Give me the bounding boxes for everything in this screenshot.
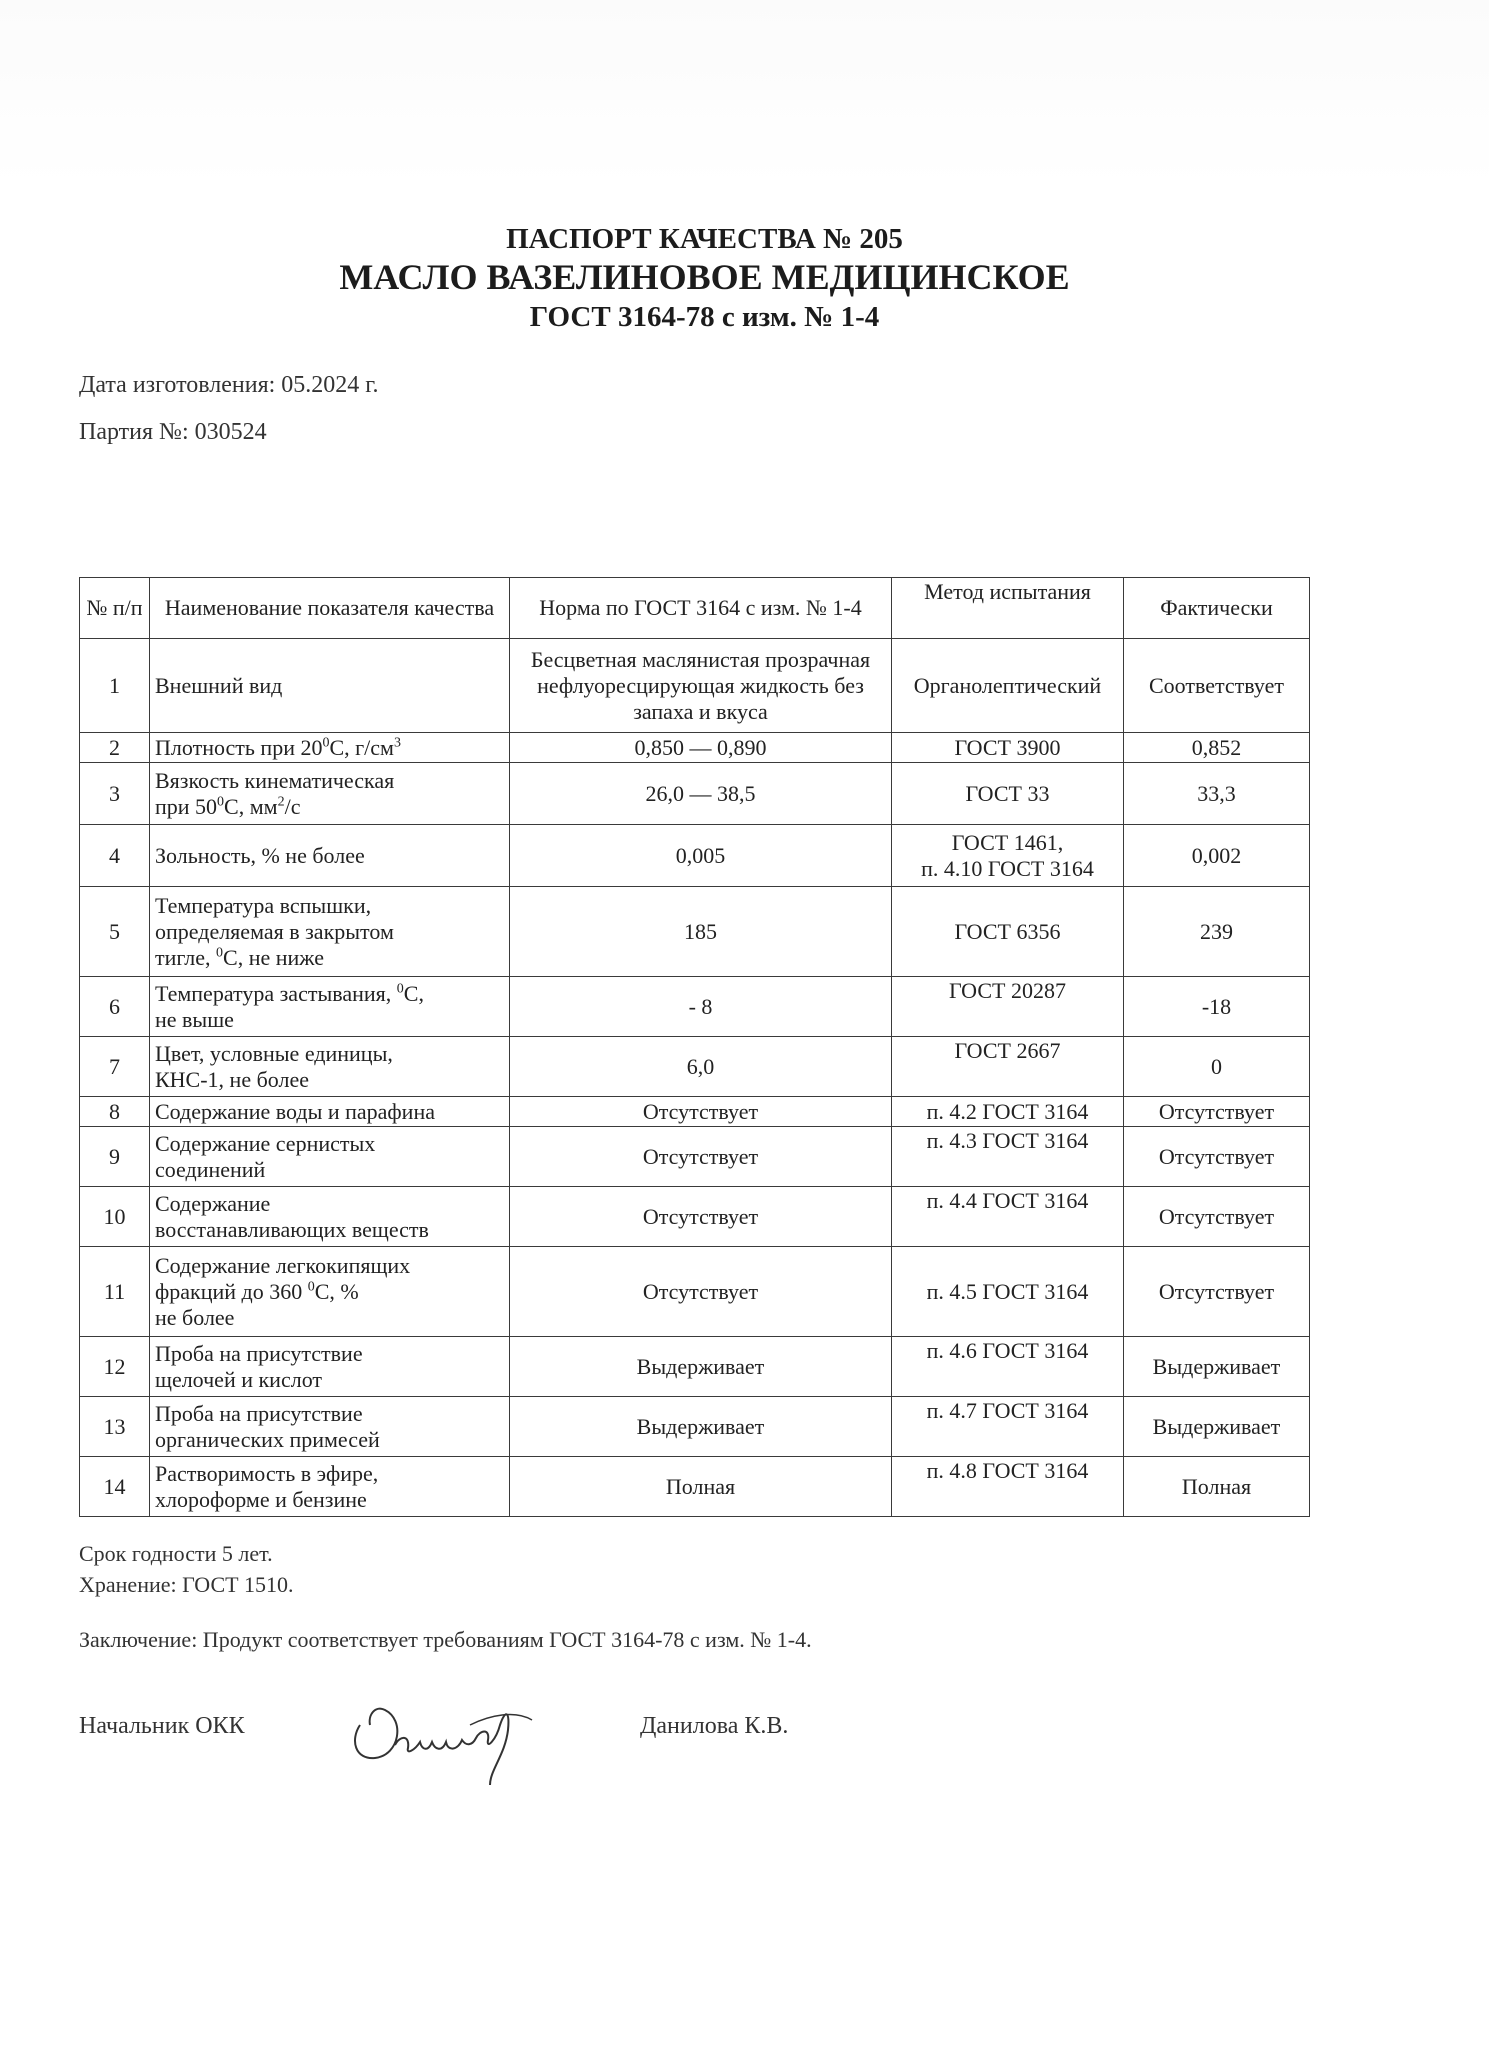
table-row (80, 733, 1310, 763)
test-method: Органолептический (892, 639, 1124, 733)
indicator-name: Зольность, % не более (150, 825, 510, 887)
table-row (80, 887, 1310, 977)
row-number: 2 (80, 733, 150, 763)
test-method: п. 4.2 ГОСТ 3164 (892, 1097, 1124, 1127)
row-number: 12 (80, 1337, 150, 1397)
test-method: ГОСТ 3900 (892, 733, 1124, 763)
indicator-name: Содержание воды и парафина (150, 1097, 510, 1127)
table-row (80, 977, 1310, 1037)
col-header-fact: Фактически (1124, 578, 1310, 639)
norm-value: Отсутствует (510, 1187, 892, 1247)
test-method: ГОСТ 2667 (892, 1037, 1124, 1097)
test-method: п. 4.4 ГОСТ 3164 (892, 1187, 1124, 1247)
norm-value: Отсутствует (510, 1097, 892, 1127)
actual-value: Выдерживает (1124, 1337, 1310, 1397)
table-row (80, 1097, 1310, 1127)
col-header-name: Наименование показателя качества (150, 578, 510, 639)
norm-value: Бесцветная маслянистая прозрачная нефлуоресцирующая жидкость без запаха и вкуса (510, 639, 892, 733)
quality-table (79, 577, 1310, 1517)
test-method: п. 4.3 ГОСТ 3164 (892, 1127, 1124, 1187)
actual-value: 0 (1124, 1037, 1310, 1097)
indicator-name: Растворимость в эфире, хлороформе и бензине (150, 1457, 510, 1517)
actual-value: Отсутствует (1124, 1187, 1310, 1247)
storage-conditions: Хранение: ГОСТ 1510. (79, 1572, 294, 1597)
shelf-life: Срок годности 5 лет. (79, 1541, 273, 1566)
norm-value: 185 (510, 887, 892, 977)
indicator-name: Плотность при $20^0С$, $г/см^3$ (150, 733, 510, 763)
test-method: ГОСТ 20287 (892, 977, 1124, 1037)
manufacture-date: Дата изготовления: 05.2024 г. (79, 372, 379, 398)
batch-number: Партия №: 030524 (79, 419, 267, 445)
actual-value: Полная (1124, 1457, 1310, 1517)
row-number: 5 (80, 887, 150, 977)
signer-name: Данилова К.В. (640, 1713, 789, 1739)
row-number: 4 (80, 825, 150, 887)
indicator-name: Температура вспышки, определяемая в закрытом тигле, $^0$С, не ниже (150, 887, 510, 977)
actual-value: -18 (1124, 977, 1310, 1037)
row-number: 11 (80, 1247, 150, 1337)
indicator-name: Содержание легкокипящих фракций до 360 $^0$С, % не более (150, 1247, 510, 1337)
actual-value: 239 (1124, 887, 1310, 977)
indicator-name: Внешний вид (150, 639, 510, 733)
norm-value: Отсутствует (510, 1127, 892, 1187)
test-method: п. 4.7 ГОСТ 3164 (892, 1397, 1124, 1457)
test-method: ГОСТ 33 (892, 763, 1124, 825)
test-method: п. 4.5 ГОСТ 3164 (892, 1247, 1124, 1337)
indicator-name: Вязкость кинематическая при $50^0С$, $мм^2/с$ (150, 763, 510, 825)
norm-value: Выдерживает (510, 1337, 892, 1397)
norm-value: 0,850 — 0,890 (510, 733, 892, 763)
norm-value: 26,0 — 38,5 (510, 763, 892, 825)
table-row (80, 1397, 1310, 1457)
table-row (80, 763, 1310, 825)
indicator-name: Проба на присутствие щелочей и кислот (150, 1337, 510, 1397)
table-row (80, 825, 1310, 887)
table-row (80, 1187, 1310, 1247)
norm-value: 6,0 (510, 1037, 892, 1097)
table-header-row (80, 578, 1310, 639)
col-header-norm: Норма по ГОСТ 3164 с изм. № 1-4 (510, 578, 892, 639)
test-method: п. 4.8 ГОСТ 3164 (892, 1457, 1124, 1517)
norm-value: 0,005 (510, 825, 892, 887)
actual-value: 33,3 (1124, 763, 1310, 825)
passport-title: ПАСПОРТ КАЧЕСТВА № 205 (506, 223, 903, 255)
row-number: 6 (80, 977, 150, 1037)
row-number: 10 (80, 1187, 150, 1247)
indicator-name: Содержание сернистых соединений (150, 1127, 510, 1187)
test-method: ГОСТ 1461, п. 4.10 ГОСТ 3164 (892, 825, 1124, 887)
table-row (80, 1337, 1310, 1397)
test-method: п. 4.6 ГОСТ 3164 (892, 1337, 1124, 1397)
actual-value: Выдерживает (1124, 1397, 1310, 1457)
col-header-num: № п/п (80, 578, 150, 639)
standard-title: ГОСТ 3164-78 с изм. № 1-4 (529, 301, 880, 333)
table-row (80, 639, 1310, 733)
col-header-method: Метод испытания (892, 578, 1124, 639)
actual-value: Отсутствует (1124, 1127, 1310, 1187)
row-number: 7 (80, 1037, 150, 1097)
norm-value: Отсутствует (510, 1247, 892, 1337)
table-row (80, 1457, 1310, 1517)
actual-value: 0,002 (1124, 825, 1310, 887)
indicator-name: Проба на присутствие органических примесей (150, 1397, 510, 1457)
table-row (80, 1127, 1310, 1187)
handwritten-signature (340, 1680, 540, 1790)
row-number: 3 (80, 763, 150, 825)
indicator-name: Содержание восстанавливающих веществ (150, 1187, 510, 1247)
actual-value: 0,852 (1124, 733, 1310, 763)
actual-value: Соответствует (1124, 639, 1310, 733)
norm-value: Выдерживает (510, 1397, 892, 1457)
norm-value: - 8 (510, 977, 892, 1037)
table-row (80, 1037, 1310, 1097)
product-title: МАСЛО ВАЗЕЛИНОВОЕ МЕДИЦИНСКОЕ (339, 257, 1070, 297)
row-number: 13 (80, 1397, 150, 1457)
row-number: 9 (80, 1127, 150, 1187)
row-number: 14 (80, 1457, 150, 1517)
signer-role: Начальник ОКК (79, 1713, 245, 1739)
scan-background (0, 0, 1489, 190)
norm-value: Полная (510, 1457, 892, 1517)
indicator-name: Температура застывания, $^0$С, не выше (150, 977, 510, 1037)
actual-value: Отсутствует (1124, 1247, 1310, 1337)
actual-value: Отсутствует (1124, 1097, 1310, 1127)
indicator-name: Цвет, условные единицы, КНС-1, не более (150, 1037, 510, 1097)
conclusion: Заключение: Продукт соответствует требованиям ГОСТ 3164-78 с изм. № 1-4. (79, 1627, 812, 1652)
test-method: ГОСТ 6356 (892, 887, 1124, 977)
table-row (80, 1247, 1310, 1337)
row-number: 1 (80, 639, 150, 733)
row-number: 8 (80, 1097, 150, 1127)
